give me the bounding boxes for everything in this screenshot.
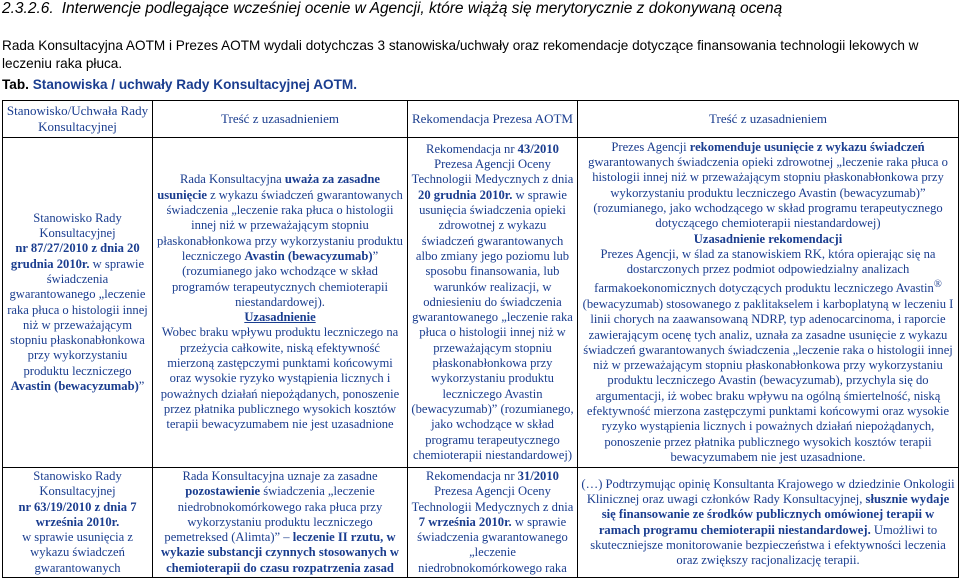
header-content-2: Treść z uzasadnieniem (578, 101, 959, 138)
row1-c1-d: Avastin (bewacyzumab) (10, 378, 139, 393)
row1-c2-e: ” (rozumianego jako wchodzące w skład programów terapeutycznych chemioterapii niestandardowej). (171, 248, 389, 309)
row1-c4-e: Prezes Agencji, w ślad za stanowiskiem RK, która opierając się na dostarczonych przez podmiot odpowiedzialny analizach farmakoekonomicznych dotyczących produktu leczniczego Avastin (594, 246, 936, 296)
row1-c4-registered-mark: ® (933, 279, 942, 291)
resolutions-table (2, 100, 959, 578)
row2-c1-c: w sprawie usunięcia z wykazu świadczeń gwarantowanych (22, 530, 133, 575)
row1-c2-justification-label: Uzasadnienie (244, 310, 316, 325)
row2-c4-c: Umożliwi to skuteczniejsze monitorowanie bezpieczeństwa i efektywności leczenia oraz zwiększy racjonalizację terapii. (590, 522, 946, 568)
row1-c4-c: gwarantowanych świadczenia opieki zdrowotnej „leczenie raka płuca o histologii innej niż w przeważającym stopniu płaskonabłonkowa przy wykorzystaniu produktu leczniczego Avastin (bewacyzumab)” (rozumianego, jako wchodzącego w skład programu terapeutycznego dotyczącego chemioterapii niestandardowej) (588, 155, 948, 231)
row2-c1-b: nr 63/19/2010 z dnia 7 września 2010r. (18, 499, 137, 529)
section-title: Interwencje podlegające wcześniej ocenie w Agencji, które wiążą się merytorycznie z dokonywaną oceną (61, 0, 783, 17)
row1-c3-c: Prezesa Agencji Oceny Technologii Medycznych z dnia (411, 157, 574, 187)
row2-content2-cell (578, 468, 959, 578)
row1-c1-c: w sprawie świadczenia gwarantowanego „leczenie raka płuca o histologii innej niż w przeważającym stopniu płaskonabłonkowa przy wykorzystaniu produktu leczniczego (7, 256, 148, 378)
row1-c3-d: 20 grudnia 2010r. (418, 187, 513, 202)
row2-c3-e: w sprawie świadczenia gwarantowanego „leczenie niedrobnokomórkowego raka (417, 514, 568, 575)
row2-c3-b: 31/2010 (517, 469, 559, 483)
row2-c2-d: leczenie II rzutu, w wykazie substancji czynnych stosowanych w chemioterapii do czasu rozpatrzenia zasad (161, 530, 399, 575)
row1-recommendation-cell (408, 138, 578, 468)
row1-c1-e: ” (138, 378, 145, 393)
row1-resolution-cell (3, 138, 153, 468)
row2-c3-a: Rekomendacja nr (426, 469, 518, 483)
row1-c3-e: w sprawie usunięcia świadczenia opieki zdrowotnej z wykazu świadczeń gwarantowanych albo zmiany jego poziomu lub sposobu finansowania, lub warunków realizacji, w odniesieniu do świadczenia gwarantowanego „leczenie raka płuca o histologii innej niż w przeważającym stopniu płaskonabłonkowa przy wykorzystaniu produktu leczniczego Avastin (bewacyzumab)” (rozumianego, jako wchodzące w skład programu terapeutycznego chemioterapii niestandardowej) (411, 187, 574, 462)
row2-c3-c: Prezesa Agencji Oceny Technologii Medycznych z dnia (411, 484, 574, 514)
row2-recommendation-cell (408, 468, 578, 578)
table-caption-prefix: Tab. (2, 77, 29, 92)
table-caption-text: Stanowiska / uchwały Rady Konsultacyjnej AOTM. (32, 77, 358, 92)
row1-c2-g: Wobec braku wpływu produktu leczniczego na przeżycia całkowite, niską efektywność mierzoną zastępczymi punktami końcowymi oraz wysokie ryzyko wystąpienia licznych i poważnych działań niepożądanych, ponoszenie przez płatnika publicznego wysokich kosztów terapii bewacyzumabem nie jest uzasadnione (160, 325, 400, 432)
row2-c3-d: 7 września 2010r. (418, 514, 512, 529)
row1-content-cell (153, 138, 408, 468)
row2-c1-a: Stanowisko Rady Konsultacyjnej (33, 469, 122, 499)
row2-c2-c: świadczenia „leczenie niedrobnokomórkowego raka płuca przy wykorzystaniu produktu leczniczego pemetreksed (Alimta)” – (164, 484, 383, 545)
row1-c3-b: 43/2010 (517, 141, 559, 156)
intro-paragraph: Rada Konsultacyjna AOTM i Prezes AOTM wydali dotychczas 3 stanowiska/uchwały oraz rekomendacje dotyczące finansowania technologii lekowych w leczeniu raka płuca. (2, 38, 919, 71)
row1-c4-justification-label: Uzasadnienie rekomendacji (693, 231, 843, 246)
row1-c3-a: Rekomendacja nr (426, 141, 518, 156)
row1-c2-b: uważa za zasadne usunięcie (157, 172, 381, 202)
row2-c2-a: Rada Konsultacyjna uznaje za zasadne (182, 469, 378, 483)
table-header-row (3, 101, 959, 138)
row1-c2-c: z wykazu świadczeń gwarantowanych świadczenia „leczenie raka płuca o histologii innej niż w przeważającym stopniu płaskonabłonkowa przy wykorzystaniu produktu leczniczego (157, 187, 403, 263)
row1-c2-a: Rada Konsultacyjna (179, 172, 285, 187)
row2-content-cell (153, 468, 408, 578)
row2-resolution-cell (3, 468, 153, 578)
header-recommendation: Rekomendacja Prezesa AOTM (408, 101, 578, 138)
section-number: 2.3.2.6. (2, 0, 54, 17)
row2-c2-b: pozostawienie (185, 484, 261, 499)
header-resolution: Stanowisko/Uchwała Rady Konsultacyjnej (3, 101, 153, 138)
row1-c4-b: rekomenduje usunięcie z wykazu świadczeń (689, 139, 925, 154)
table-row (3, 138, 959, 468)
row1-c2-d: Avastin (bewacyzumab) (244, 248, 373, 263)
row2-c4-b: słusznie wydaje się finansowanie ze środków publicznych omówionej terapii w ramach programu chemioterapii niestandardowej. (598, 491, 950, 537)
row1-c1-b: nr 87/27/2010 z dnia 20 grudnia 2010r. (10, 241, 140, 271)
section-heading (2, 0, 957, 18)
row1-c4-g: (bewacyzumab) stosowanego z paklitakselem i karboplatyną w leczeniu I linii chorych na zaawansowaną NDRP, typ adenocarcinoma, i raporcie zawierającym ocenę tych analiz, uznała za zasadne usunięcie z wykazu świadczeń gwarantowanych świadczenia „leczenie raka o histologii innej niż w przeważającym stopniu płaskonabłonkowa przy wykorzystaniu produktu leczniczego Avastin (bewacyzumab), przychyla się do argumentacji, iż wobec braku wpływu na ogólną śmiertelność, niską efektywność mierzona zastępczymi punktami końcowymi oraz wysokie ryzyko wystąpienia licznych i poważnych działań niepożądanych, ponoszenie przez płatnika publicznego wysokich kosztów terapii bewacyzumabem nie jest uzasadnione. (582, 296, 954, 464)
table-row (3, 468, 959, 578)
header-content: Treść z uzasadnieniem (153, 101, 408, 138)
row1-c4-a: Prezes Agencji (611, 139, 690, 154)
row1-c1-a: Stanowisko Rady Konsultacyjnej (33, 210, 122, 241)
row1-content2-cell (578, 138, 959, 468)
row2-c4-a: (…) Podtrzymując opinię Konsultanta Krajowego w dziedzinie Onkologii Klinicznej oraz uwagi członków Rady Konsultacyjnej, (581, 476, 955, 506)
table-caption (2, 77, 357, 92)
